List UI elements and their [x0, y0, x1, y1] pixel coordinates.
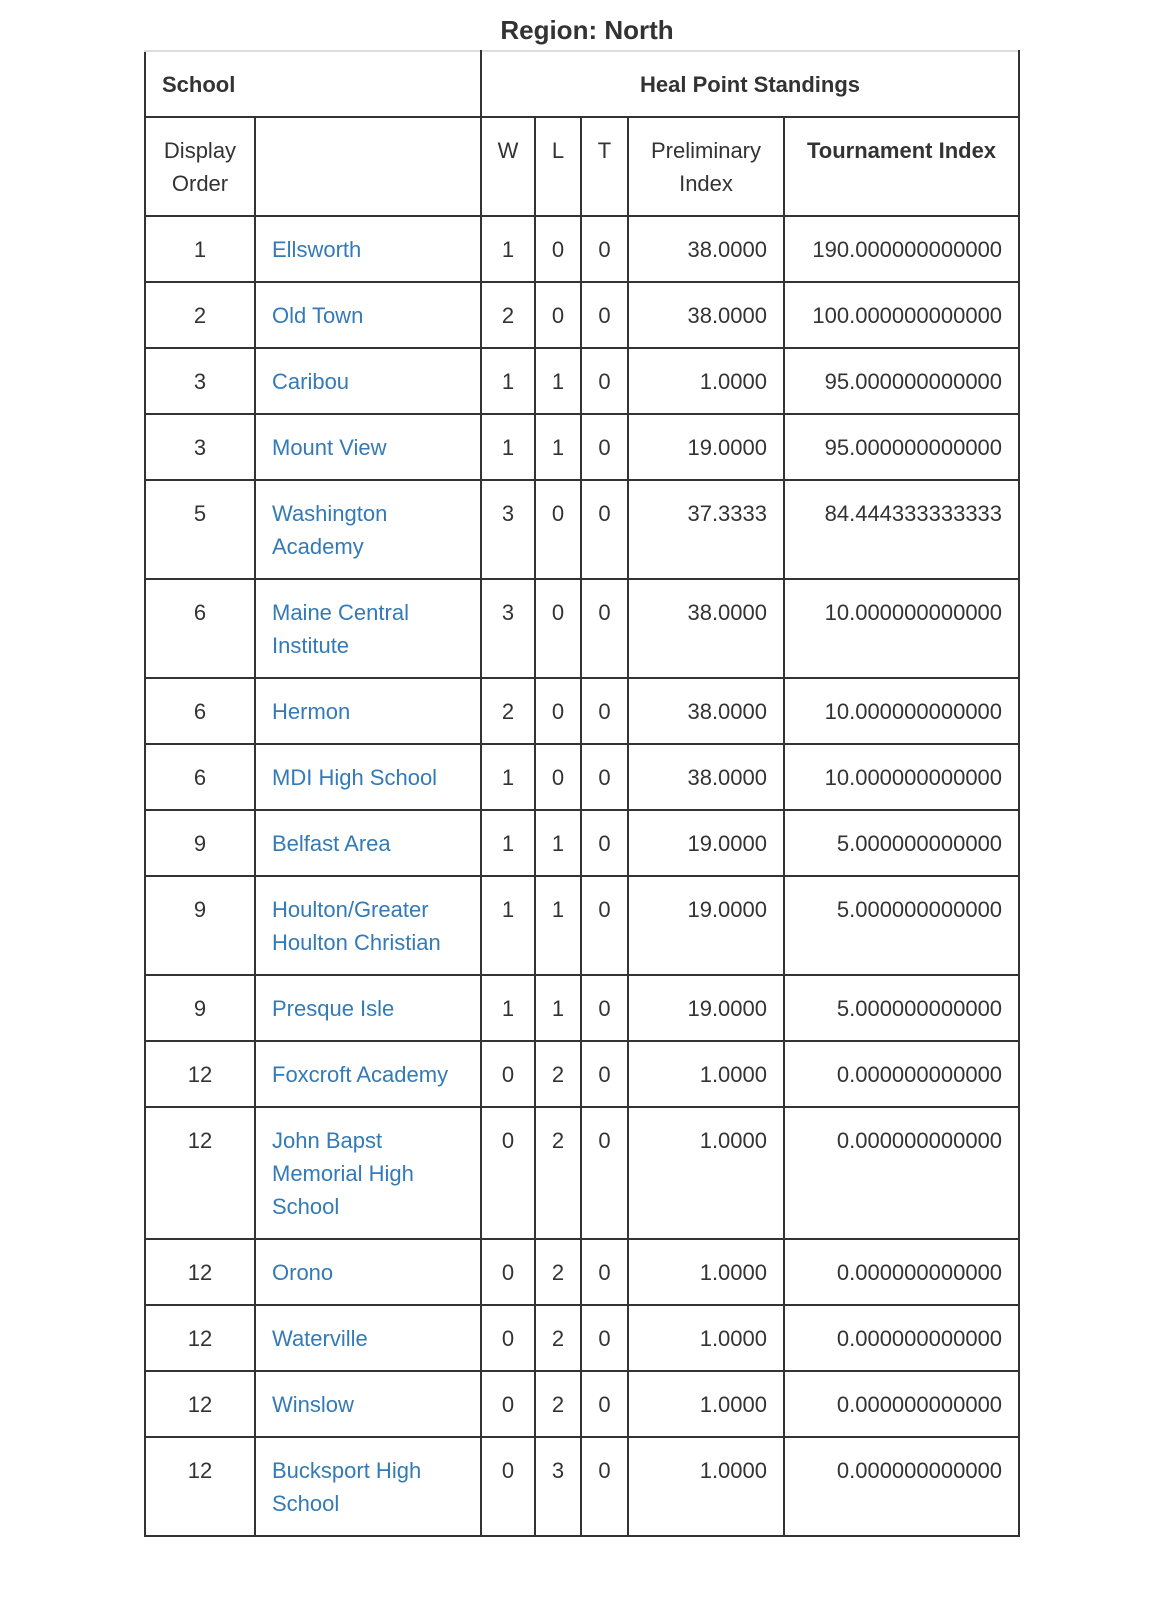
- school-link[interactable]: Maine Central Institute: [272, 600, 409, 658]
- table-row: [145, 810, 1019, 876]
- ties: 0: [581, 282, 628, 348]
- tournament-index: 5.000000000000: [784, 876, 1019, 975]
- tournament-index: 0.000000000000: [784, 1041, 1019, 1107]
- school-group-header: School: [145, 51, 481, 117]
- display-order: 9: [145, 810, 255, 876]
- losses: 0: [535, 678, 581, 744]
- losses: 1: [535, 876, 581, 975]
- school-link[interactable]: Winslow: [272, 1392, 354, 1417]
- display-order: 9: [145, 975, 255, 1041]
- display-order: 12: [145, 1371, 255, 1437]
- preliminary-index: 1.0000: [628, 348, 784, 414]
- preliminary-index: 1.0000: [628, 1305, 784, 1371]
- table-row: [145, 876, 1019, 975]
- table-row: [145, 1041, 1019, 1107]
- region-title: Region: North: [500, 15, 674, 45]
- wins: 0: [481, 1305, 535, 1371]
- group-header-row: [145, 51, 1019, 117]
- school-link[interactable]: Caribou: [272, 369, 350, 394]
- display-order: 6: [145, 579, 255, 678]
- wins: 2: [481, 678, 535, 744]
- preliminary-index: 37.3333: [628, 480, 784, 579]
- losses: 2: [535, 1041, 581, 1107]
- losses: 2: [535, 1305, 581, 1371]
- preliminary-index: 38.0000: [628, 282, 784, 348]
- table-row: [145, 480, 1019, 579]
- ties: 0: [581, 480, 628, 579]
- column-header-row: [145, 117, 1019, 216]
- tournament-index-header: Tournament Index: [784, 117, 1019, 216]
- tournament-index: 84.444333333333: [784, 480, 1019, 579]
- wins: 1: [481, 216, 535, 282]
- school-link[interactable]: Ellsworth: [272, 237, 362, 262]
- standings-group-header: Heal Point Standings: [481, 51, 1019, 117]
- school-link[interactable]: Mount View: [272, 435, 387, 460]
- preliminary-index: 1.0000: [628, 1239, 784, 1305]
- ties: 0: [581, 744, 628, 810]
- table-row: [145, 678, 1019, 744]
- preliminary-index: 38.0000: [628, 678, 784, 744]
- preliminary-index: 38.0000: [628, 216, 784, 282]
- wins: 1: [481, 975, 535, 1041]
- ties: 0: [581, 216, 628, 282]
- display-order: 12: [145, 1437, 255, 1536]
- display-order: 2: [145, 282, 255, 348]
- table-row: [145, 744, 1019, 810]
- wins: 1: [481, 348, 535, 414]
- display-order: 12: [145, 1305, 255, 1371]
- ties: 0: [581, 348, 628, 414]
- table-row: [145, 579, 1019, 678]
- table-row: [145, 1107, 1019, 1239]
- display-order: 12: [145, 1041, 255, 1107]
- tournament-index: 0.000000000000: [784, 1371, 1019, 1437]
- tournament-index: 0.000000000000: [784, 1437, 1019, 1536]
- losses: 0: [535, 216, 581, 282]
- wins: 0: [481, 1107, 535, 1239]
- tournament-index: 0.000000000000: [784, 1239, 1019, 1305]
- table-row: [145, 1239, 1019, 1305]
- display-order: 12: [145, 1107, 255, 1239]
- tournament-index: 190.000000000000: [784, 216, 1019, 282]
- table-row: [145, 216, 1019, 282]
- ties: 0: [581, 1107, 628, 1239]
- losses: 2: [535, 1371, 581, 1437]
- ties: 0: [581, 1371, 628, 1437]
- display-order: 9: [145, 876, 255, 975]
- preliminary-index-header: Preliminary Index: [628, 117, 784, 216]
- display-order: 12: [145, 1239, 255, 1305]
- ties: 0: [581, 876, 628, 975]
- losses: 1: [535, 810, 581, 876]
- display-order: 3: [145, 348, 255, 414]
- wins: 1: [481, 414, 535, 480]
- ties: 0: [581, 1305, 628, 1371]
- tournament-index: 95.000000000000: [784, 414, 1019, 480]
- wins-header: W: [481, 117, 535, 216]
- display-order: 6: [145, 744, 255, 810]
- preliminary-index: 1.0000: [628, 1437, 784, 1536]
- losses-header: L: [535, 117, 581, 216]
- tournament-index: 10.000000000000: [784, 678, 1019, 744]
- wins: 0: [481, 1239, 535, 1305]
- school-link[interactable]: Old Town: [272, 303, 364, 328]
- preliminary-index: 19.0000: [628, 876, 784, 975]
- table-row: [145, 1371, 1019, 1437]
- wins: 0: [481, 1437, 535, 1536]
- wins: 3: [481, 579, 535, 678]
- preliminary-index: 38.0000: [628, 744, 784, 810]
- wins: 2: [481, 282, 535, 348]
- preliminary-index: 38.0000: [628, 579, 784, 678]
- display-order: 5: [145, 480, 255, 579]
- school-link[interactable]: MDI High School: [272, 765, 438, 790]
- preliminary-index: 19.0000: [628, 414, 784, 480]
- ties: 0: [581, 678, 628, 744]
- display-order: 1: [145, 216, 255, 282]
- losses: 0: [535, 282, 581, 348]
- school-link[interactable]: Washington Academy: [272, 501, 388, 559]
- wins: 0: [481, 1371, 535, 1437]
- wins: 1: [481, 876, 535, 975]
- standings-table: [144, 50, 1020, 1537]
- losses: 0: [535, 480, 581, 579]
- school-link[interactable]: Bucksport High School: [272, 1458, 422, 1516]
- tournament-index: 5.000000000000: [784, 810, 1019, 876]
- losses: 0: [535, 579, 581, 678]
- school-link[interactable]: Orono: [272, 1260, 334, 1285]
- tournament-index: 0.000000000000: [784, 1305, 1019, 1371]
- tournament-index: 95.000000000000: [784, 348, 1019, 414]
- ties: 0: [581, 579, 628, 678]
- losses: 0: [535, 744, 581, 810]
- school-link[interactable]: John Bapst Memorial High School: [272, 1128, 414, 1219]
- ties: 0: [581, 975, 628, 1041]
- wins: 1: [481, 744, 535, 810]
- wins: 0: [481, 1041, 535, 1107]
- preliminary-index: 19.0000: [628, 810, 784, 876]
- school-link[interactable]: Houlton/Greater Houlton Christian: [272, 897, 441, 955]
- table-row: [145, 975, 1019, 1041]
- display-order: 3: [145, 414, 255, 480]
- school-link[interactable]: Waterville: [272, 1326, 368, 1351]
- tournament-index: 10.000000000000: [784, 744, 1019, 810]
- school-link[interactable]: Hermon: [272, 699, 351, 724]
- table-row: [145, 1305, 1019, 1371]
- tournament-index: 100.000000000000: [784, 282, 1019, 348]
- losses: 1: [535, 348, 581, 414]
- table-row: [145, 1437, 1019, 1536]
- losses: 2: [535, 1107, 581, 1239]
- table-row: [145, 282, 1019, 348]
- wins: 3: [481, 480, 535, 579]
- losses: 1: [535, 414, 581, 480]
- preliminary-index: 19.0000: [628, 975, 784, 1041]
- preliminary-index: 1.0000: [628, 1107, 784, 1239]
- ties: 0: [581, 414, 628, 480]
- losses: 2: [535, 1239, 581, 1305]
- preliminary-index: 1.0000: [628, 1041, 784, 1107]
- display-order-header: Display Order: [145, 117, 255, 216]
- ties: 0: [581, 1041, 628, 1107]
- tournament-index: 10.000000000000: [784, 579, 1019, 678]
- school-name-header: [255, 117, 481, 216]
- school-link[interactable]: Presque Isle: [272, 996, 395, 1021]
- preliminary-index: 1.0000: [628, 1371, 784, 1437]
- ties: 0: [581, 1239, 628, 1305]
- ties: 0: [581, 810, 628, 876]
- tournament-index: 5.000000000000: [784, 975, 1019, 1041]
- school-link[interactable]: Belfast Area: [272, 831, 391, 856]
- ties: 0: [581, 1437, 628, 1536]
- ties-header: T: [581, 117, 628, 216]
- losses: 1: [535, 975, 581, 1041]
- losses: 3: [535, 1437, 581, 1536]
- wins: 1: [481, 810, 535, 876]
- table-row: [145, 348, 1019, 414]
- table-row: [145, 414, 1019, 480]
- tournament-index: 0.000000000000: [784, 1107, 1019, 1239]
- school-link[interactable]: Foxcroft Academy: [272, 1062, 449, 1087]
- display-order: 6: [145, 678, 255, 744]
